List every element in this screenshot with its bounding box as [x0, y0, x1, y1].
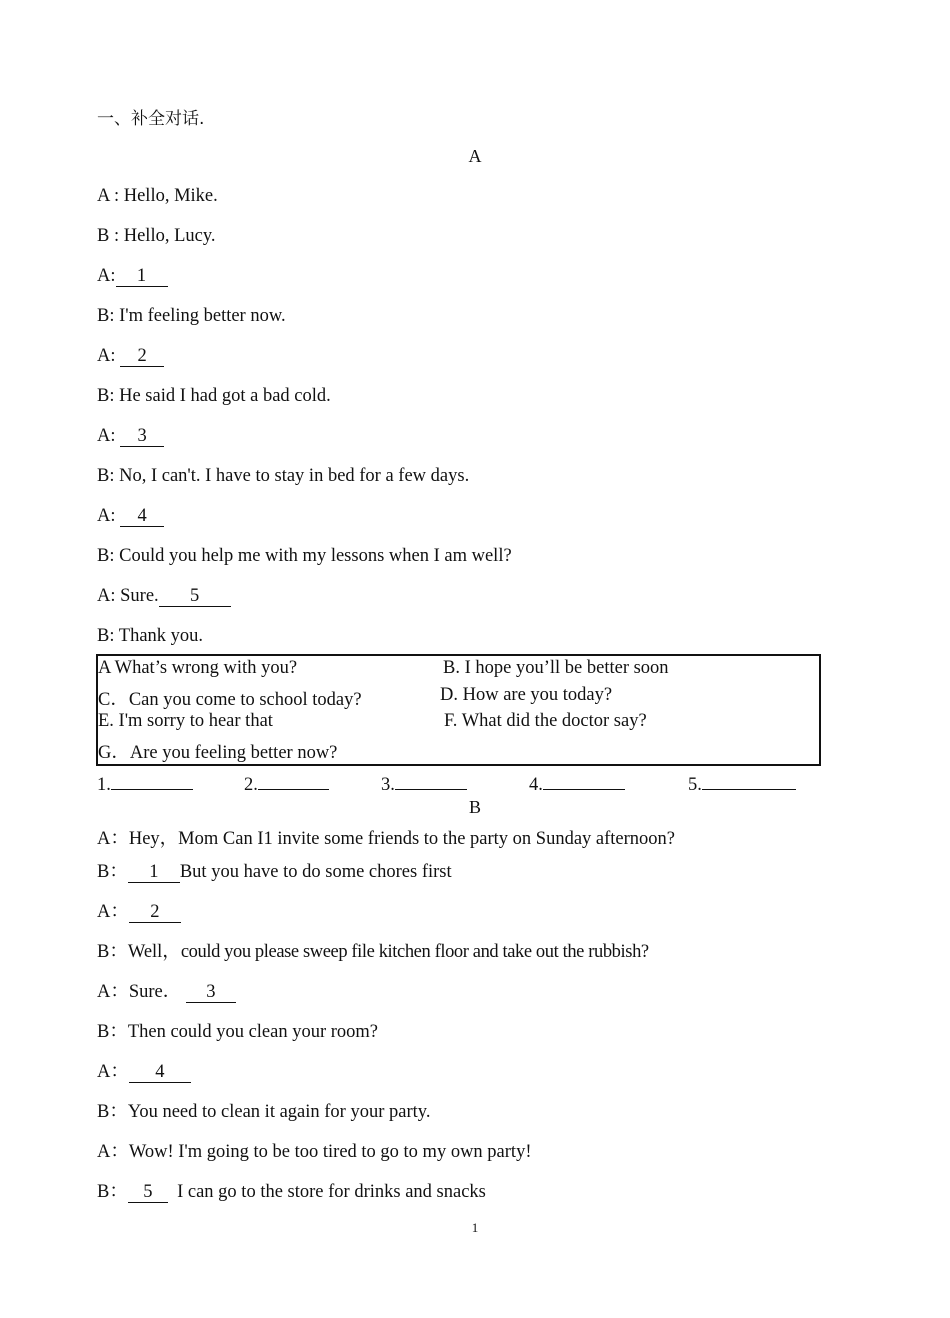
option-b: B. I hope you’ll be better soon [443, 658, 669, 678]
dialogue-line: B：Well，could you please sweep file kitchen floor and take out the rubbish? [97, 942, 649, 962]
dialogue-line: B：Then could you clean your room? [97, 1022, 379, 1042]
options-box [96, 654, 821, 766]
answer-slot-5[interactable]: 5. [688, 772, 796, 796]
option-e: E. I'm sorry to hear that [98, 711, 273, 731]
dialogue-line: A：Hey，Mom Can I1 invite some friends to the party on Sunday afternoon? [97, 829, 676, 849]
dialogue-line: A: 2 [97, 346, 164, 367]
answer-blank-3[interactable]: 3 [120, 427, 164, 447]
answer-slot-3[interactable]: 3. [381, 772, 467, 796]
dialogue-line: A： 4 [97, 1057, 191, 1083]
dialogue-line: A : Hello, Mike. [97, 186, 218, 206]
answer-blank-b3[interactable]: 3 [186, 983, 236, 1003]
answer-slot-2[interactable]: 2. [244, 772, 329, 796]
dialogue-line: B: He said I had got a bad cold. [97, 386, 331, 406]
answer-slot-1[interactable]: 1. [97, 772, 193, 796]
dialogue-line: B： 1 But you have to do some chores first [97, 862, 452, 882]
answer-blank-5[interactable]: 5 [159, 587, 231, 607]
section-heading: 一、补全对话. [97, 109, 205, 129]
dialogue-line: B: No, I can't. I have to stay in bed for a few days. [97, 466, 470, 486]
answer-blank-b4[interactable]: 4 [129, 1063, 191, 1083]
option-d: D. How are you today? [440, 685, 613, 705]
answer-blank-b2[interactable]: 2 [129, 903, 181, 923]
option-f: F. What did the doctor say? [444, 711, 647, 731]
dialogue-line: A：Sure． 3 [97, 977, 236, 1003]
answer-blank-1[interactable]: 1 [116, 267, 168, 287]
section-b-title: B [468, 797, 481, 817]
dialogue-line: B： 5 I can go to the store for drinks and snacks [97, 1182, 486, 1202]
answer-blank-2[interactable]: 2 [120, 347, 164, 367]
dialogue-line: A: 3 [97, 426, 164, 447]
section-a-title: A [468, 146, 482, 166]
answer-blank-b5[interactable]: 5 [128, 1183, 168, 1203]
answer-blank-4[interactable]: 4 [120, 507, 164, 527]
answer-blank-b1[interactable]: 1 [128, 863, 180, 883]
dialogue-line: A： 2 [97, 897, 181, 923]
dialogue-line: B: I'm feeling better now. [97, 306, 286, 326]
dialogue-line: B : Hello, Lucy. [97, 226, 216, 246]
option-g: G．Are you feeling better now? [98, 743, 338, 763]
answer-slot-4[interactable]: 4. [529, 772, 625, 796]
option-c: C．Can you come to school today? [98, 690, 362, 710]
dialogue-line: B: Thank you. [97, 626, 204, 646]
dialogue-line: A: 1 [97, 266, 168, 287]
dialogue-line: B: Could you help me with my lessons when I am well? [97, 546, 512, 566]
dialogue-line: A: 4 [97, 506, 164, 527]
page-number: 1 [471, 1220, 479, 1235]
option-a: A What’s wrong with you? [98, 658, 298, 678]
dialogue-line: B：You need to clean it again for your party. [97, 1102, 431, 1122]
dialogue-line: A: Sure. 5 [97, 586, 231, 607]
dialogue-line: A：Wow! I'm going to be too tired to go to my own party! [97, 1142, 532, 1162]
